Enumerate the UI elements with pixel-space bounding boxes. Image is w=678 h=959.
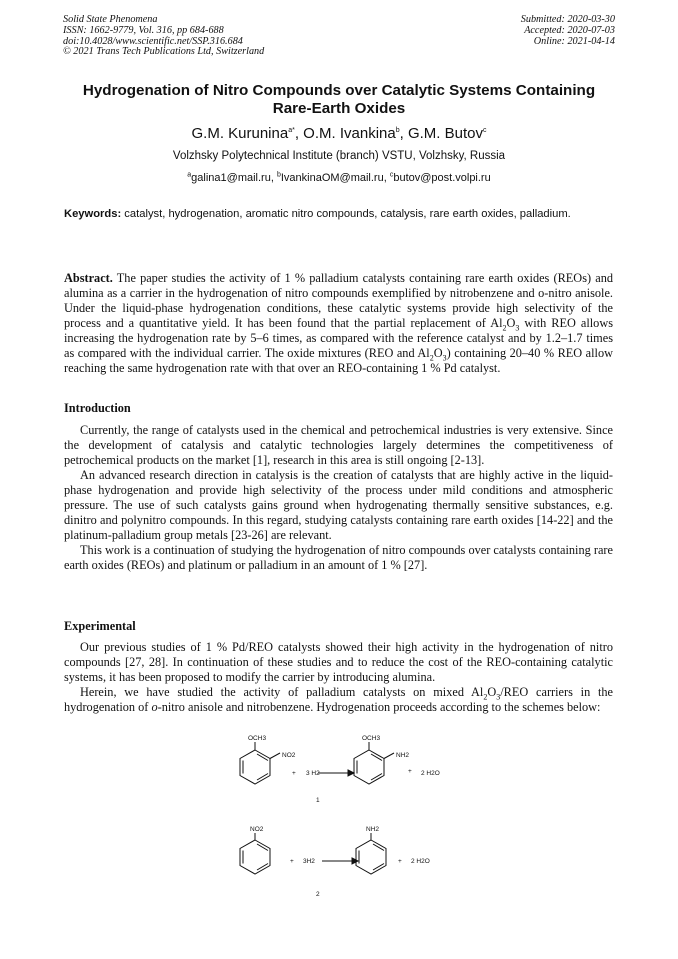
methoxy-label: OCH3 <box>362 735 381 742</box>
reagent-label: 3H2 <box>303 858 315 865</box>
scheme-number: 1 <box>316 797 320 804</box>
copyright-line: © 2021 Trans Tech Publications Ltd, Switzerland <box>63 46 265 58</box>
email-mark: a <box>187 171 192 179</box>
abstract-text: The paper studies the activity of 1 % palladium catalysts containing rare earth oxides (REOs) and alumina as a carrier in the hydrogenation of nitro compounds exemplified by nitrobenzene and o-nitro anisole. Under the liquid-phase hydrogenation conditions, these catalytic systems provide high selectivity of the process and a quantitative yield. It has been found that the partial replacement of Al <box>64 271 613 330</box>
plus-sign: + <box>398 858 402 865</box>
paragraph: Herein, we have studied the activity of palladium catalysts on mixed $Al_2O_3$/REO carriers in the hydrogenation of o-nitro anisole and nitrobenzene. Hydrogenation proceeds according to the schemes below: <box>64 685 614 714</box>
author-list <box>0 125 678 143</box>
author-separator: , <box>294 125 304 142</box>
paragraph: Our previous studies of 1 % Pd/REO catalysts showed their high activity in the hydrogenation of nitro compounds [27, 28]. In continuation of these studies and to reduce the cost of the REO-containing catalytic systems, it has been proposed to modify the carrier by introducing alumina. <box>64 640 613 684</box>
email-address[interactable]: IvankinaOM@mail.ru, <box>280 172 390 184</box>
online-date: Online: 2021-04-14 <box>533 35 615 47</box>
author-affil-mark: c <box>483 127 487 134</box>
author-separator: , <box>399 125 408 142</box>
abstract: Abstract. The paper studies the activity of 1 % palladium catalysts containing rare earth oxides (REOs) and alumina as a carrier in the hydrogenation of nitro compounds exemplified by nitrobenzene and o-nitro anisole. Under the liquid-phase hydrogenation conditions, these catalytic systems provide high selectivity of the process and a quantitative yield. It has been found that the partial replacement of $Al_2O_3$ with REO allows increasing the hydrogenation rate by 5–6 times, as compared with the reference catalyst and by 1.2–1.7 times as compared with the individual carrier. The oxide mixtures (REO and $Al_2O_3$) containing 20–40 % REO allow reaching the same hydrogenation rate with that over an REO-containing 1 % Pd catalyst. <box>64 271 613 375</box>
author-affil-mark: b <box>395 127 400 134</box>
journal-header <box>63 15 264 58</box>
keywords-label: Keywords: <box>64 208 122 220</box>
plus-sign: + <box>408 768 412 775</box>
benzene-ring-icon <box>354 742 394 784</box>
section-heading: Introduction <box>64 401 131 415</box>
author-name: O.M. Ivankina <box>303 125 396 142</box>
paragraph: An advanced research direction in catalysis is the creation of catalysts that are highly active in the liquid-phase hydrogenation and provide high selectivity of the process under mild conditions and atmospheric pressure. The use of such catalysts gains ground when hydrogenating thermally sensitive substances, e.g. dinitro and polynitro compounds. In this regard, studying catalysts containing rare earth oxides [14-22] and the platinum-palladium group metals [23-26] are relevant. <box>64 468 613 542</box>
submitted-date: Submitted: 2020-03-30 <box>520 14 615 25</box>
benzene-ring-icon <box>240 833 270 874</box>
section-heading: Experimental <box>64 619 136 633</box>
title-line-2: Rare-Earth Oxides <box>272 100 406 117</box>
title-line-1: Hydrogenation of Nitro Compounds over Catalytic Systems Containing <box>82 82 596 99</box>
introduction-section <box>64 423 613 573</box>
benzene-ring-icon <box>356 833 386 874</box>
amino-label: NH2 <box>366 826 380 833</box>
plus-sign: + <box>292 770 296 777</box>
author-affil-mark: a* <box>288 127 295 134</box>
experimental-section <box>64 640 613 715</box>
nitro-label: NO2 <box>282 752 296 759</box>
doi-line: doi:10.4028/www.scientific.net/SSP.316.684 <box>63 35 243 47</box>
issn-line: ISSN: 1662-9779, Vol. 316, pp 684-688 <box>63 24 224 36</box>
email-mark: c <box>389 171 394 179</box>
plus-sign: + <box>290 858 294 865</box>
methoxy-label: OCH3 <box>248 735 267 742</box>
paragraph: This work is a continuation of studying the hydrogenation of nitro compounds over catalysts containing rare earth oxides (REOs) and platinum or palladium in an amount of 1 % [27]. <box>64 543 613 572</box>
reagent-label: 3 H2 <box>306 770 320 777</box>
byproduct-label: 2 H2O <box>411 858 430 865</box>
reaction-scheme <box>0 728 678 959</box>
abstract-text: ) containing 20–40 % REO allow reaching the same hydrogenation rate with that over an REO-containing 1 % Pd catalyst. <box>64 346 613 375</box>
email-list <box>0 171 678 185</box>
author-name: G.M. Butov <box>407 125 483 142</box>
amino-label: NH2 <box>396 752 410 759</box>
affiliation: Volzhsky Polytechnical Institute (branch) VSTU, Volzhsky, Russia <box>172 150 506 162</box>
author-name: G.M. Kurunina <box>191 125 289 142</box>
scheme-number: 2 <box>316 891 320 898</box>
dates-header <box>521 15 615 47</box>
journal-name: Solid State Phenomena <box>63 14 158 25</box>
reaction-arrow-icon <box>322 858 358 864</box>
email-mark: b <box>276 171 281 179</box>
abstract-label: Abstract. <box>64 271 113 285</box>
keywords-text: catalyst, hydrogenation, aromatic nitro compounds, catalysis, rare earth oxides, palladium. <box>121 208 571 220</box>
accepted-date: Accepted: 2020-07-03 <box>524 24 615 36</box>
benzene-ring-icon <box>240 742 280 784</box>
paper-title <box>40 82 638 118</box>
paragraph: Currently, the range of catalysts used in the chemical and petrochemical industries is very extensive. Since the development of catalysis and catalytic technologies largely determines the competitiveness of petrochemical products on the market [1], research in this area is still ongoing [2-13]. <box>64 423 613 467</box>
abstract-text: with REO allows increasing the hydrogenation rate by 5–6 times, as compared with the reference catalyst and by 1.2–1.7 times as compared with the individual carrier. The oxide mixtures (REO and Al <box>64 316 613 360</box>
reaction-arrow-icon <box>318 770 354 776</box>
keywords <box>64 207 613 222</box>
email-address[interactable]: butov@post.volpi.ru <box>393 172 491 184</box>
nitro-label: NO2 <box>250 826 264 833</box>
email-address[interactable]: galina1@mail.ru, <box>191 172 277 184</box>
byproduct-label: 2 H2O <box>421 770 440 777</box>
